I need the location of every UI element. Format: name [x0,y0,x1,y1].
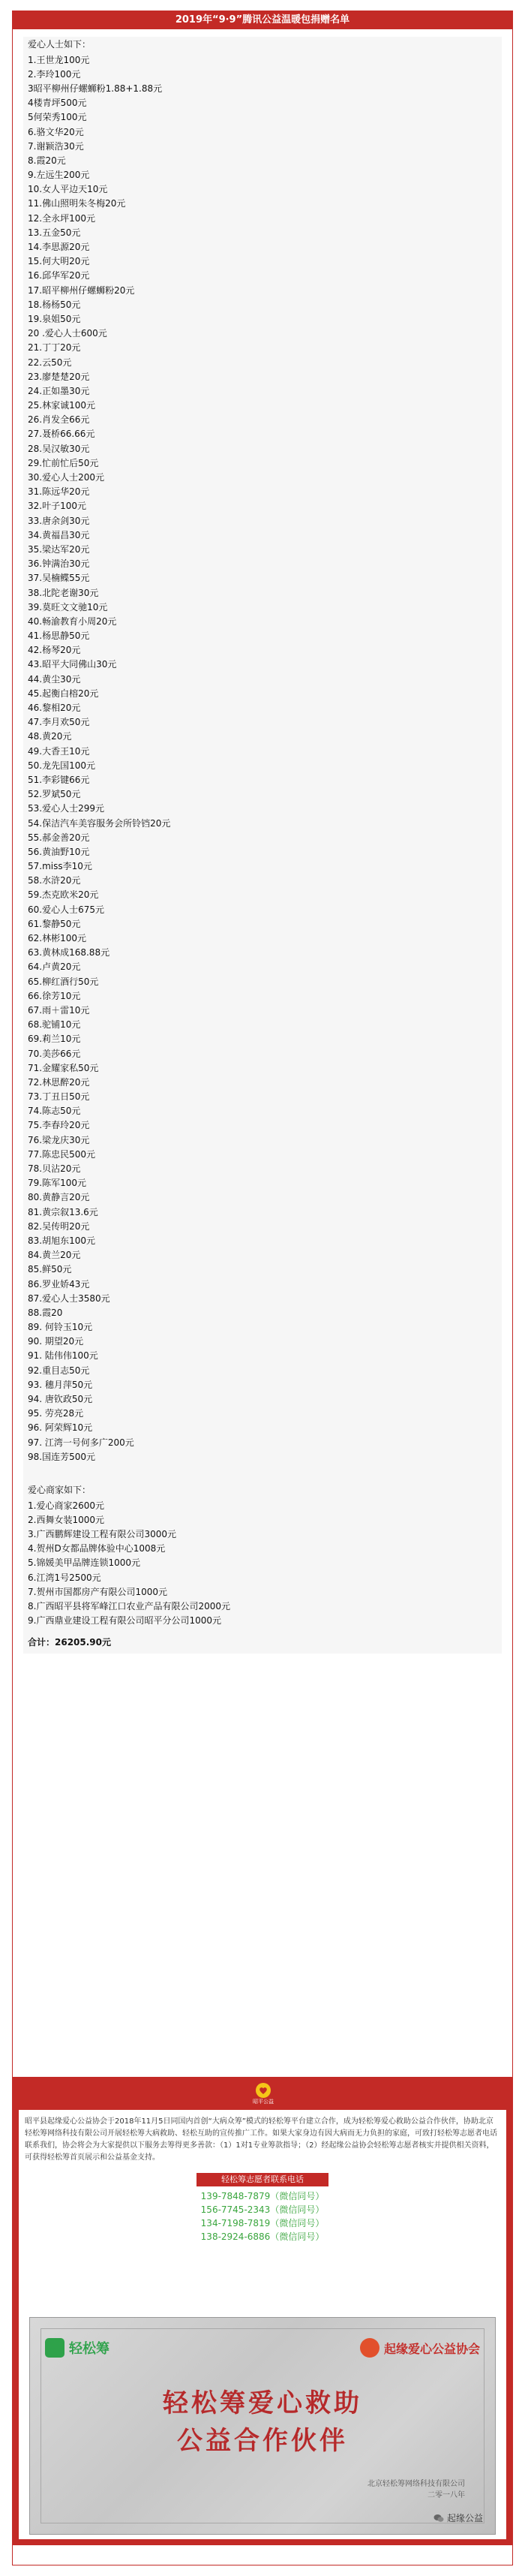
qingsongchou-logo [45,2338,110,2358]
donor-entry: 86.罗业娇43元 [28,1278,90,1290]
donor-list-panel [23,37,502,1654]
donor-entry: 85.鲜50元 [28,1264,72,1275]
donor-entry: 81.黄宗叙13.6元 [28,1206,98,1217]
donor-entry: 64.卢黄20元 [28,961,81,973]
donor-entry: 52.罗斌50元 [28,789,81,800]
donor-entry: 96. 阿荣辉10元 [28,1422,93,1434]
donor-entry: 31.陈远华20元 [28,486,90,498]
watermark-text: 起缘公益 [446,2513,483,2523]
donor-entry: 39.莫旺文文驰10元 [28,601,108,612]
donor-entry: 88.霞20 [28,1307,63,1318]
donor-entry: 76.梁龙庆30元 [28,1134,90,1145]
donor-entry: 49.大香王10元 [28,745,90,757]
donor-entry: 89. 何铃玉10元 [28,1322,93,1333]
donor-entry: 61.黎静50元 [28,918,81,929]
donor-entry: 29.忙前忙后50元 [28,457,99,468]
donor-entry: 7.谢颖浩30元 [28,140,84,152]
donor-entry: 47.李月欢50元 [28,717,90,728]
donor-entry: 35.梁达军20元 [28,543,90,555]
donor-entry: 63.黄林成168.88元 [28,947,110,958]
donor-entry: 87.爱心人士3580元 [28,1293,110,1304]
association-logo-icon [360,2338,380,2358]
plaque-sign-date: 二零一八年 [428,2491,465,2499]
donor-entry: 26.肖发全66元 [28,414,90,426]
donor-entry: 70.美莎66元 [28,1048,81,1059]
organization-card [19,2110,506,2539]
donor-entry: 37.吴楠鲽55元 [28,573,90,584]
donor-entry: 44.黄尘30元 [28,673,81,685]
charity-logo-icon [256,2083,271,2098]
donor-entry: 66.徐芳10元 [28,990,81,1001]
donor-entry: 22.云50元 [28,357,72,368]
donor-entry: 74.陈志50元 [28,1106,81,1117]
donor-entry: 68.驼铺10元 [28,1019,81,1031]
qingsongchou-logo-icon [45,2338,64,2358]
donor-entry: 67.雨＋雷10元 [28,1004,90,1016]
phone-list [25,2189,500,2243]
donor-entry: 45.起衡白榕20元 [28,688,99,699]
donor-entry: 90. 期望20元 [28,1336,84,1347]
donor-entry: 97. 江湾一号何多广200元 [28,1437,134,1448]
donor-entry: 28.吴汉敏30元 [28,443,90,454]
page-frame [12,11,513,2565]
donor-entry: 36.钟满治30元 [28,558,90,570]
donor-entry: 27.聂桥66.66元 [28,429,95,440]
donor-entry: 83.胡旭东100元 [28,1235,95,1246]
page-title: 2019年“9·9”腾讯公益温暖包捐赠名单 [13,11,512,29]
donor-entry: 2.李玲100元 [28,68,81,80]
donor-entry: 73.丁丑日50元 [28,1091,90,1103]
donor-entry: 38.北陀老谢30元 [28,587,99,598]
donor-entry: 43.昭平大同佛山30元 [28,659,117,670]
donor-entry: 1.爱心商家2600元 [28,1500,104,1511]
donor-entry: 60.爱心人士675元 [28,904,104,915]
donor-entry: 16.邱华军20元 [28,270,90,281]
plaque-title-line2: 公益合作伙伴 [177,2426,348,2456]
donor-entry: 93. 穗月萍50元 [28,1379,93,1390]
donor-entry: 59.杰克欧米20元 [28,889,99,901]
donor-entry: 77.陈忠民500元 [28,1148,95,1160]
donor-entry: 8.霞20元 [28,155,66,166]
donor-entry: 17.昭平柳州仔螺蛳粉20元 [28,284,135,296]
donor-entry: 79.陈军100元 [28,1178,86,1189]
donor-entry: 9.左远生200元 [28,170,90,181]
organization-description: 昭平县起缘爱心公益协会于2018年11月5日同国内首创“大病众筹”模式的轻松筹平台建立合作，成为轻松筹爱心救助公益合作伙伴，协助北京轻松筹网络科技有限公司开展轻松筹大病救助、轻松互助的宣传推广工作。如果大家身边有因大病而无力负担的家庭，可致打轻松筹志愿者电话联系我们，协会将会为大家提供以下服务去筹得更多善款：（1）1对1专业筹款指导；（2）经起缘公益协会轻松筹志愿者核实并提供相关资料，可获得轻松筹首页展示和公益基金支持。 [25,2117,497,2162]
contact-header: 轻松筹志愿者联系电话 [196,2173,328,2186]
donor-entry: 8.广西昭平县将军峰江口农业产品有限公司2000元 [28,1600,230,1612]
donor-entry: 48.黄20元 [28,731,72,742]
donor-entry: 72.林思醉20元 [28,1076,90,1088]
donor-entry: 40.畅渝教育小周20元 [28,615,117,627]
donor-entry: 9.广西鼎业建设工程有限公司昭平分公司1000元 [28,1615,221,1627]
individual-donor-list [23,53,502,1464]
organization-section [13,2077,512,2545]
donor-entry: 95. 劳亮28元 [28,1408,84,1419]
donor-entry: 24.正如墨30元 [28,385,90,396]
donor-entry: 12.全永坪100元 [28,212,95,224]
donor-entry: 6.江湾1号2500元 [28,1572,101,1583]
donor-entry: 2.西舞女装1000元 [28,1514,104,1525]
donor-entry: 30.爱心人士200元 [28,472,104,483]
donor-entry: 46.黎相20元 [28,703,81,714]
donor-entry: 3昭平柳州仔螺蛳粉1.88+1.88元 [28,83,163,94]
donor-entry: 92.重目志50元 [28,1365,90,1376]
donor-entry: 58.水浒20元 [28,875,81,886]
donor-entry: 5何荣秀100元 [28,112,87,123]
donor-entry: 51.李彩键66元 [28,774,90,785]
donor-entry: 57.miss李10元 [28,861,92,872]
donor-entry: 13.五金50元 [28,227,81,238]
donor-entry: 94. 唐钦政50元 [28,1394,93,1405]
donor-entry: 4.贺州D女都品牌体验中心1008元 [28,1543,166,1554]
donor-entry: 33.唐余剑30元 [28,515,90,526]
donor-entry: 1.王世龙100元 [28,54,90,65]
association-brand-text: 起缘爱心公益协会 [383,2341,480,2356]
association-logo [360,2338,480,2358]
organization-donor-list [23,1499,502,1629]
donor-entry: 32.叶子100元 [28,501,86,512]
donor-entry: 50.龙先国100元 [28,760,95,771]
partner-plaque-image [29,2317,496,2535]
donor-entry: 19.泉姐50元 [28,313,81,324]
donor-entry: 55.郝金善20元 [28,832,90,843]
donor-entry: 53.爱心人士299元 [28,803,104,814]
donor-entry: 82.吴传明20元 [28,1220,90,1232]
donor-entry: 98.国连芳500元 [28,1451,95,1462]
donor-entry: 11.佛山照明朱冬梅20元 [28,198,126,209]
donor-entry: 54.保洁汽车美容服务会所铃铛20元 [28,817,171,829]
donor-entry: 21.丁丁20元 [28,342,81,354]
donor-entry: 84.黄兰20元 [28,1250,81,1261]
wechat-watermark [434,2511,483,2524]
donor-entry: 65.柳红酒行50元 [28,976,99,987]
wechat-icon [434,2513,444,2523]
donor-entry: 75.李春玲20元 [28,1120,90,1131]
donor-entry: 4楼青坪500元 [28,98,87,109]
donor-entry: 14.李思源20元 [28,242,90,253]
donor-entry: 10.女人平边天10元 [28,184,108,195]
donor-entry: 18.杨杨50元 [28,299,81,310]
individuals-header: 爱心人士如下： [28,39,92,50]
phone-number[interactable]: 138-2924-6886（微信同号） [200,2231,325,2242]
donor-entry: 23.廖楚楚20元 [28,371,90,382]
donor-entry: 3.广西鹏辉建设工程有限公司3000元 [28,1528,176,1539]
plaque-title-line1: 轻松筹爱心救助 [163,2388,362,2418]
donor-entry: 15.何大明20元 [28,256,90,267]
phone-number[interactable]: 156-7745-2343（微信同号） [200,2204,325,2215]
donor-entry: 25.林家诚100元 [28,400,95,411]
phone-number[interactable]: 139-7848-7879（微信同号） [200,2191,325,2201]
logo-caption: 昭平公益 [253,2099,274,2105]
qingsongchou-brand-text: 轻松筹 [69,2341,110,2357]
donor-entry: 91. 陆伟伟100元 [28,1350,98,1362]
donor-entry: 62.林彬100元 [28,933,86,944]
plaque-sign-company: 北京轻松筹网络科技有限公司 [368,2480,465,2488]
total-amount: 合计：26205.90元 [28,1637,112,1648]
phone-number[interactable]: 134-7198-7819（微信同号） [200,2218,325,2228]
donor-entry: 6.骆文华20元 [28,126,84,137]
donor-entry: 69.莉兰10元 [28,1034,81,1045]
donor-entry: 56.黄油野10元 [28,846,90,857]
donor-entry: 7.贺州市国都房产有限公司1000元 [28,1586,167,1597]
donor-entry: 34.黄福昌30元 [28,529,90,540]
donor-entry: 71.金耀家私50元 [28,1062,99,1073]
donor-entry: 41.杨思静50元 [28,630,90,642]
donor-entry: 20 .爱心人士600元 [28,328,107,339]
plaque-signature [368,2478,465,2501]
donor-entry: 78.贝沾20元 [28,1163,81,1175]
donor-entry: 80.黄静言20元 [28,1192,90,1203]
donor-entry: 5.锦媛美甲品牌连锁1000元 [28,1557,140,1569]
donor-entry: 42.杨琴20元 [28,645,81,656]
organizations-header: 爱心商家如下： [28,1484,92,1495]
